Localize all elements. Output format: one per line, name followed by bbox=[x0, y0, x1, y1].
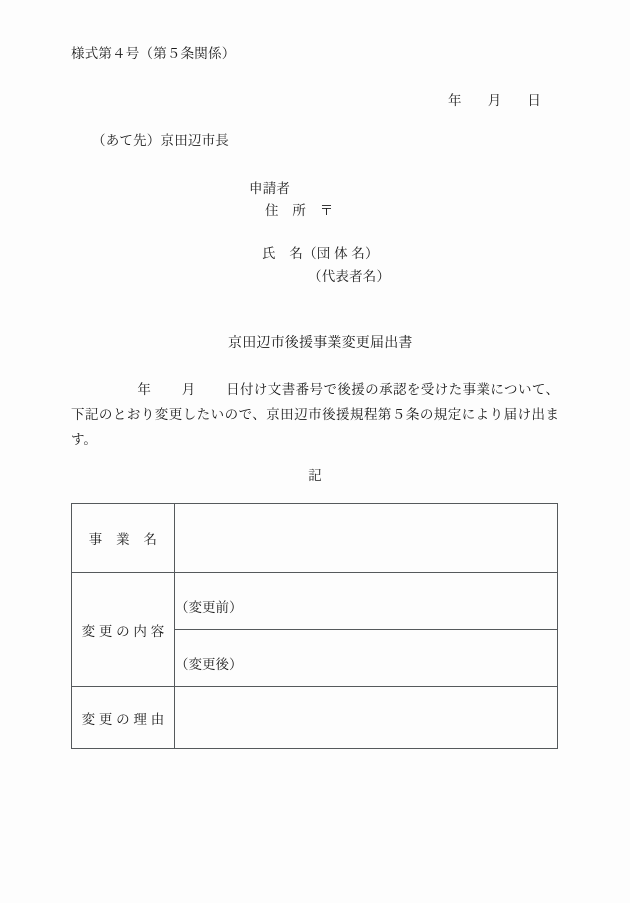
applicant-title: 申請者 bbox=[249, 181, 291, 196]
value-change-reason[interactable] bbox=[175, 687, 558, 749]
table-row-change-before bbox=[72, 573, 558, 630]
value-change-after-text: （変更後） bbox=[175, 657, 243, 672]
addressee-line: （あて先）京田辺市長 bbox=[92, 133, 229, 148]
value-change-after[interactable] bbox=[175, 630, 558, 687]
body-month: 月 bbox=[181, 382, 196, 397]
body-paragraph bbox=[71, 377, 559, 452]
applicant-address-label: 住 所 〒 bbox=[265, 203, 334, 218]
value-project-name-text bbox=[175, 533, 557, 543]
applicant-name-label: 氏 名（団 体 名） bbox=[262, 246, 379, 261]
table-row-change-reason bbox=[72, 687, 558, 749]
date-line bbox=[448, 94, 541, 108]
change-notification-table bbox=[71, 503, 558, 749]
table-row-project-name bbox=[72, 504, 558, 573]
label-change-content: 変 更 の 内 容 bbox=[72, 573, 175, 687]
value-change-before-text: （変更前） bbox=[175, 600, 243, 615]
document-title: 京田辺市後援事業変更届出書 bbox=[228, 336, 413, 351]
ki-mark: 記 bbox=[308, 468, 322, 483]
value-change-before[interactable] bbox=[175, 573, 558, 630]
form-number: 様式第４号（第５条関係） bbox=[71, 46, 236, 61]
body-year: 年 bbox=[137, 382, 152, 397]
value-project-name[interactable] bbox=[175, 504, 558, 573]
label-project-name: 事 業 名 bbox=[72, 504, 175, 573]
date-month: 月 bbox=[487, 93, 502, 108]
body-rest: 日付け文書番号で後援の承認を受けた事業について、下記のとおり変更したいので、京田辺市後援規程第５条の規定により届け出ます。 bbox=[71, 382, 559, 447]
date-day: 日 bbox=[527, 93, 542, 108]
applicant-representative-label: （代表者名） bbox=[308, 269, 391, 284]
label-change-reason: 変 更 の 理 由 bbox=[72, 687, 175, 749]
value-change-reason-text bbox=[175, 713, 557, 723]
date-year: 年 bbox=[448, 93, 462, 108]
